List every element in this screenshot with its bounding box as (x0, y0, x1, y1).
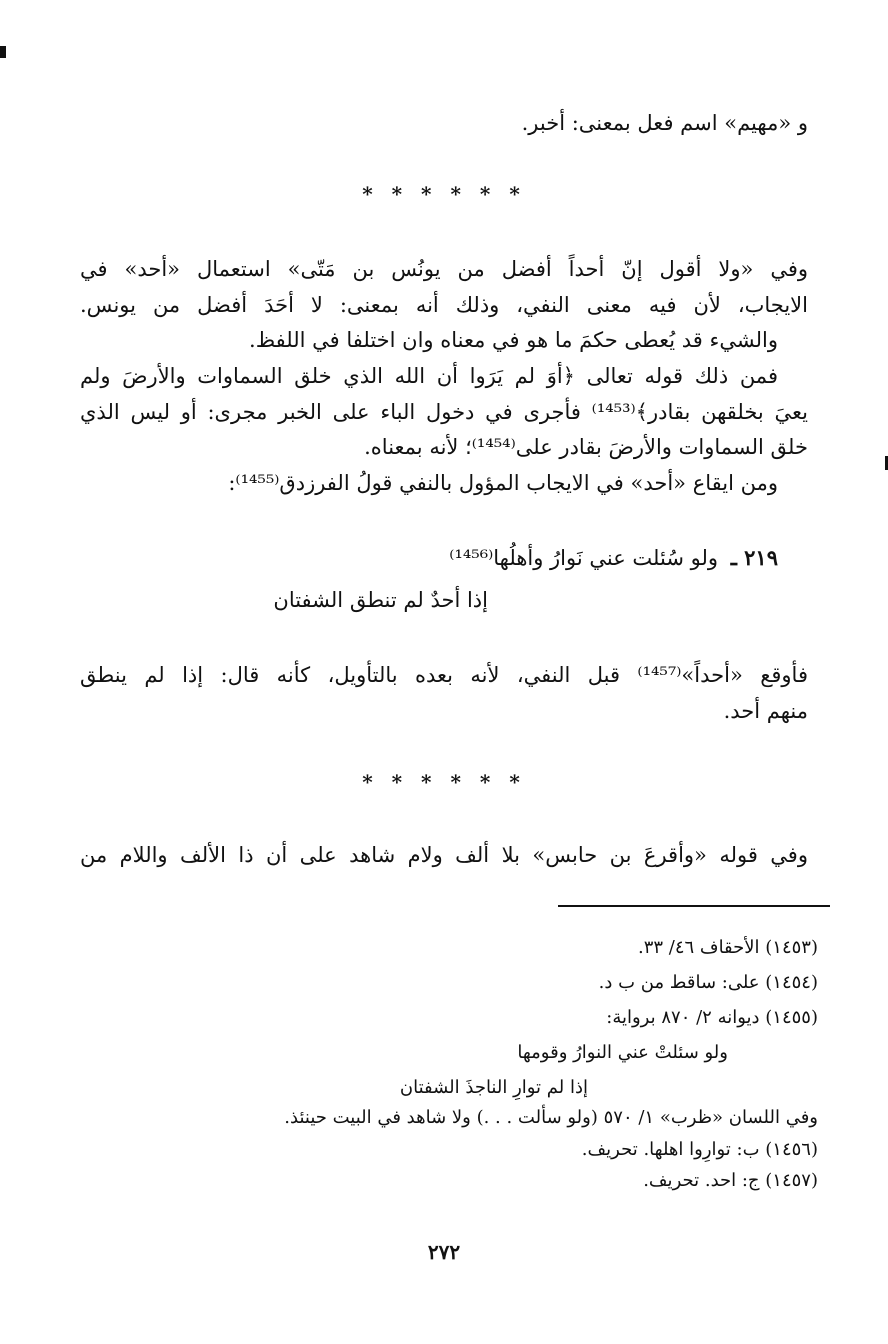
section-separator: * * * * * * (362, 182, 526, 206)
body-line: خلق السماوات والأرضَ بقادر على⁽¹⁴⁵⁴⁾؛ لأنه بمعناه. (364, 435, 808, 459)
footnote: (١٤٥٥) ديوانه ٢/ ٨٧٠ برواية: (606, 1007, 818, 1028)
body-line: منهم أحد. (723, 699, 808, 723)
body-line: و «مهيم» اسم فعل بمعنى: أخبر. (521, 111, 808, 135)
footnote-verse-2: إذا لم توارِ الناجذَ الشفتان (399, 1077, 588, 1098)
footnote-verse-1: ولو سئلتْ عني النوارُ وقومها (517, 1042, 728, 1063)
footnote: (١٤٥٧) ج: احد. تحريف. (643, 1170, 818, 1191)
body-line: الايجاب، لأن فيه معنى النفي، وذلك أنه بمعنى: لا أحَدَ أفضل من يونس. (80, 293, 808, 317)
footnote: (١٤٥٦) ب: توارِوا اهلها. تحريف. (581, 1139, 818, 1160)
body-line: وفي «ولا أقول إنّ أحداً أفضل من يونُس بن مَتّى» استعمال «أحد» في (80, 257, 808, 281)
scan-edge-mark (0, 46, 6, 58)
body-line: ومن ايقاع «أحد» في الايجاب المؤول بالنفي قولُ الفرزدق⁽¹⁴⁵⁵⁾: (228, 471, 778, 495)
verse-hemistich-2: إذا أحدٌ لم تنطق الشفتان (273, 588, 488, 612)
body-line: والشيء قد يُعطى حكمَ ما هو في معناه وان اختلفا في اللفظ. (249, 328, 778, 352)
body-line: فمن ذلك قوله تعالى ﴿أوَ لم يَرَوا أن الله الذي خلق السماوات والأرضَ ولم (80, 364, 778, 388)
verse-number: ٢١٩ ـ (730, 545, 778, 570)
footnote: (١٤٥٣) الأحقاف ٤٦/ ٣٣. (637, 937, 818, 958)
page-number: ٢٧٢ (427, 1240, 461, 1264)
verse-hemistich-1: ولو سُئلت عني نَوارُ وأهلُها⁽¹⁴⁵⁶⁾ (449, 546, 718, 570)
body-line: وفي قوله «وأقرعَ بن حابس» بلا ألف ولام شاهد على أن ذا الألف واللام من (80, 843, 808, 867)
footnote-separator (558, 905, 830, 907)
body-line: يعيَ بخلقهن بقادر﴾⁽¹⁴⁵³⁾ فأجرى في دخول الباء على الخبر مجرى: أو ليس الذي (80, 400, 808, 424)
body-line: فأوقع «أحداً»⁽¹⁴⁵⁷⁾ قبل النفي، لأنه بعده بالتأويل، كأنه قال: إذا لم ينطق (80, 663, 808, 687)
footnote: (١٤٥٤) على: ساقط من ب د. (598, 972, 818, 993)
footnote: وفي اللسان «ظرب» ١/ ٥٧٠ (ولو سألت . . .) ولا شاهد في البيت حينئذ. (284, 1107, 818, 1128)
section-separator: * * * * * * (362, 770, 526, 794)
